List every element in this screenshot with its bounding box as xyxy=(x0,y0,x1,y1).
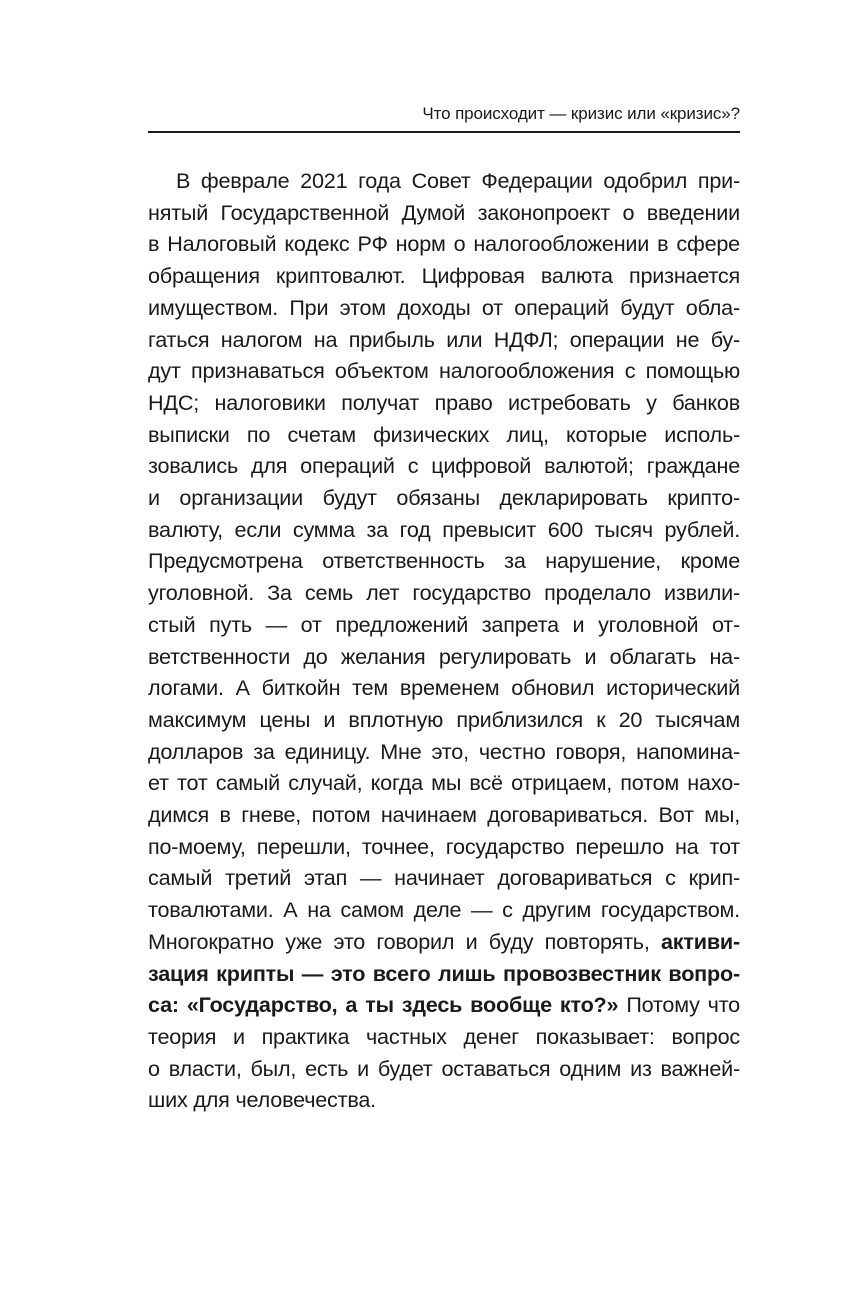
text-line: ших для человечества. xyxy=(148,1087,376,1113)
text-line xyxy=(148,958,740,990)
text-line: и организации будут обязаны декларировать крипто- xyxy=(148,485,740,511)
emphasis-run: активи- xyxy=(660,928,740,954)
text-line: стый путь — от предложений запрета и уголовной от- xyxy=(148,611,740,637)
text-line: ет тот самый случай, когда мы всё отрицаем, потом нахо- xyxy=(148,770,740,796)
text-line: по-моему, перешли, точнее, государство перешло на тот xyxy=(148,833,740,859)
text-line: максимум цены и вплотную приблизился к 20 тысячам xyxy=(148,706,740,732)
running-header: Что происходит — кризис или «кризис»? xyxy=(422,104,740,123)
text-line: о власти, был, есть и будет оставаться одним из важней- xyxy=(148,1055,740,1081)
text-line: гаться налогом на прибыль или НДФЛ; операции не бу- xyxy=(148,326,740,352)
emphasis-run: са: «Государство, а ты здесь вообще кто?» xyxy=(148,992,619,1018)
body-paragraph xyxy=(148,165,740,1116)
text-line: логами. А биткойн тем временем обновил исторический xyxy=(148,675,740,701)
text-line: теория и практика частных денег показывает: вопрос xyxy=(148,1023,740,1049)
text-line: товалютами. А на самом деле — с другим государством. xyxy=(148,897,740,923)
text-line: самый третий этап — начинает договариваться с крип- xyxy=(148,865,740,891)
text-line: выписки по счетам физических лиц, которые исполь- xyxy=(148,421,740,447)
text-line: дут признаваться объектом налогообложения с помощью xyxy=(148,358,740,384)
text-line: нятый Государственной Думой законопроект о введении xyxy=(148,199,740,225)
text-line xyxy=(148,926,740,958)
text-line: Предусмотрена ответственность за нарушение, кроме xyxy=(148,548,740,574)
header-divider xyxy=(148,131,740,133)
text-line: имуществом. При этом доходы от операций будут обла- xyxy=(148,294,740,320)
text-line xyxy=(148,989,740,1021)
text-line: В феврале 2021 года Совет Федерации одобрил при- xyxy=(176,168,740,193)
emphasis-run: зация крипты — это всего лишь провозвестник вопро- xyxy=(148,960,740,986)
text-line: уголовной. За семь лет государство проделало извили- xyxy=(148,580,740,606)
text-line: в Налоговый кодекс РФ норм о налогообложении в сфере xyxy=(148,231,740,257)
text-line: димся в гневе, потом начинаем договариваться. Вот мы, xyxy=(148,802,740,828)
text-line: долларов за единицу. Мне это, честно говоря, напомина- xyxy=(148,738,740,764)
text-line: ветственности до желания регулировать и облагать на- xyxy=(148,643,740,669)
text-line: валюту, если сумма за год превысит 600 тысяч рублей. xyxy=(148,516,740,542)
text-line: зовались для операций с цифровой валютой; граждане xyxy=(148,453,740,479)
text-run: Многократно уже это говорил и буду повторять, xyxy=(148,928,650,954)
text-run: Потому что xyxy=(626,992,740,1018)
text-line: НДС; налоговики получат право истребовать у банков xyxy=(148,389,740,415)
text-line: обращения криптовалют. Цифровая валюта признается xyxy=(148,263,740,289)
